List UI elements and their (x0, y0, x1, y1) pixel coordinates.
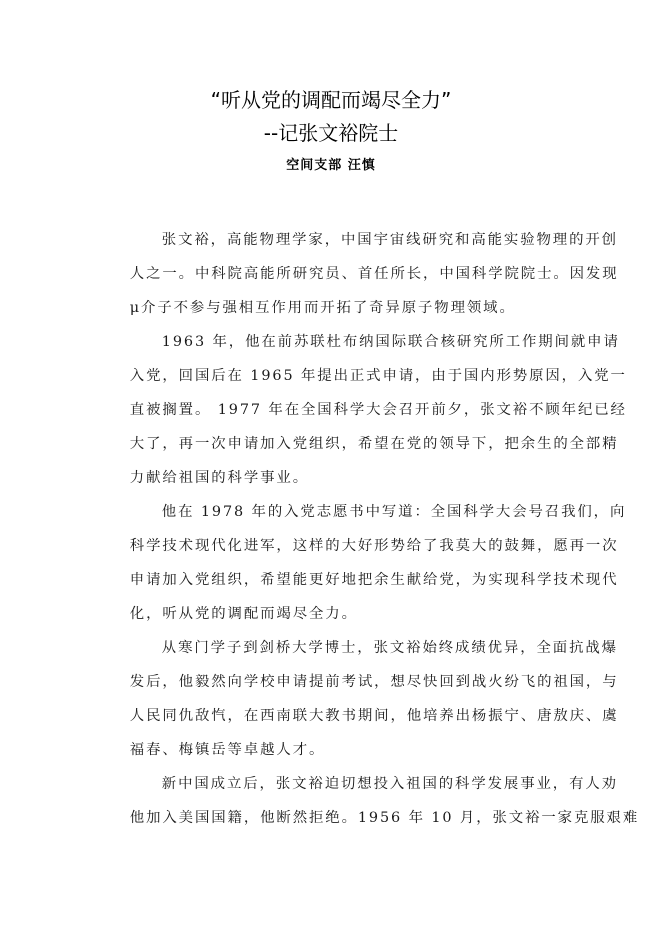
text-line: 化，听从党的调配而竭尽全力。 (129, 606, 358, 622)
text-line: 福春、梅镇岳等卓越人才。 (129, 742, 326, 758)
text-line: 人民同仇敌忾，在西南联大教书期间，他培养出杨振宁、唐敖庆、虞 (129, 708, 619, 724)
text-line: 力献给祖国的科学事业。 (129, 470, 309, 486)
text-line: 1963 年，他在前苏联杜布纳国际联合核研究所工作期间就申请 (161, 334, 620, 350)
paragraph-5 (101, 767, 640, 835)
text-line: 直被搁置。 1977 年在全国科学大会召开前夕，张文裕不顾年纪已经 (129, 402, 627, 418)
text-line: 新中国成立后，张文裕迫切想投入祖国的科学发展事业，有人劝 (161, 776, 618, 792)
paragraph-4 (101, 631, 619, 767)
text-line: 他在 1978 年的入党志愿书中写道：全国科学大会号召我们，向 (161, 504, 627, 520)
text-line: 科学技术现代化进军，这样的大好形势给了我莫大的鼓舞，愿再一次 (129, 538, 619, 554)
paragraph-3 (101, 495, 627, 631)
paragraph-2 (101, 325, 627, 495)
text-line: 入党，回国后在 1965 年提出正式申请，由于国内形势原因，入党一 (129, 368, 627, 384)
text-line: 他加入美国国籍，他断然拒绝。1956 年 10 月，张文裕一家克服艰难 (129, 810, 640, 826)
text-line: 发后，他毅然向学校申请提前考试，想尽快回到战火纷飞的祖国，与 (129, 674, 619, 690)
text-line: 从寒门学子到剑桥大学博士，张文裕始终成绩优异，全面抗战爆 (161, 640, 618, 656)
text-line: 大了，再一次申请加入党组织，希望在党的领导下，把余生的全部精 (129, 436, 619, 452)
document-subtitle: --记张文裕院士 (263, 121, 399, 145)
text-line: 申请加入党组织，希望能更好地把余生献给党，为实现科学技术现代 (129, 572, 619, 588)
document-title: “听从党的调配而竭尽全力” (210, 88, 452, 112)
document-body (101, 223, 640, 835)
text-line: μ介子不参与强相互作用而开拓了奇异原子物理领域。 (129, 300, 516, 316)
paragraph-1 (101, 223, 619, 325)
text-line: 人之一。中科院高能所研究员、首任所长，中国科学院院士。因发现 (129, 266, 619, 282)
document-author: 空间支部 汪慎 (286, 158, 376, 173)
text-line: 张文裕，高能物理学家，中国宇宙线研究和高能实验物理的开创 (161, 232, 618, 248)
